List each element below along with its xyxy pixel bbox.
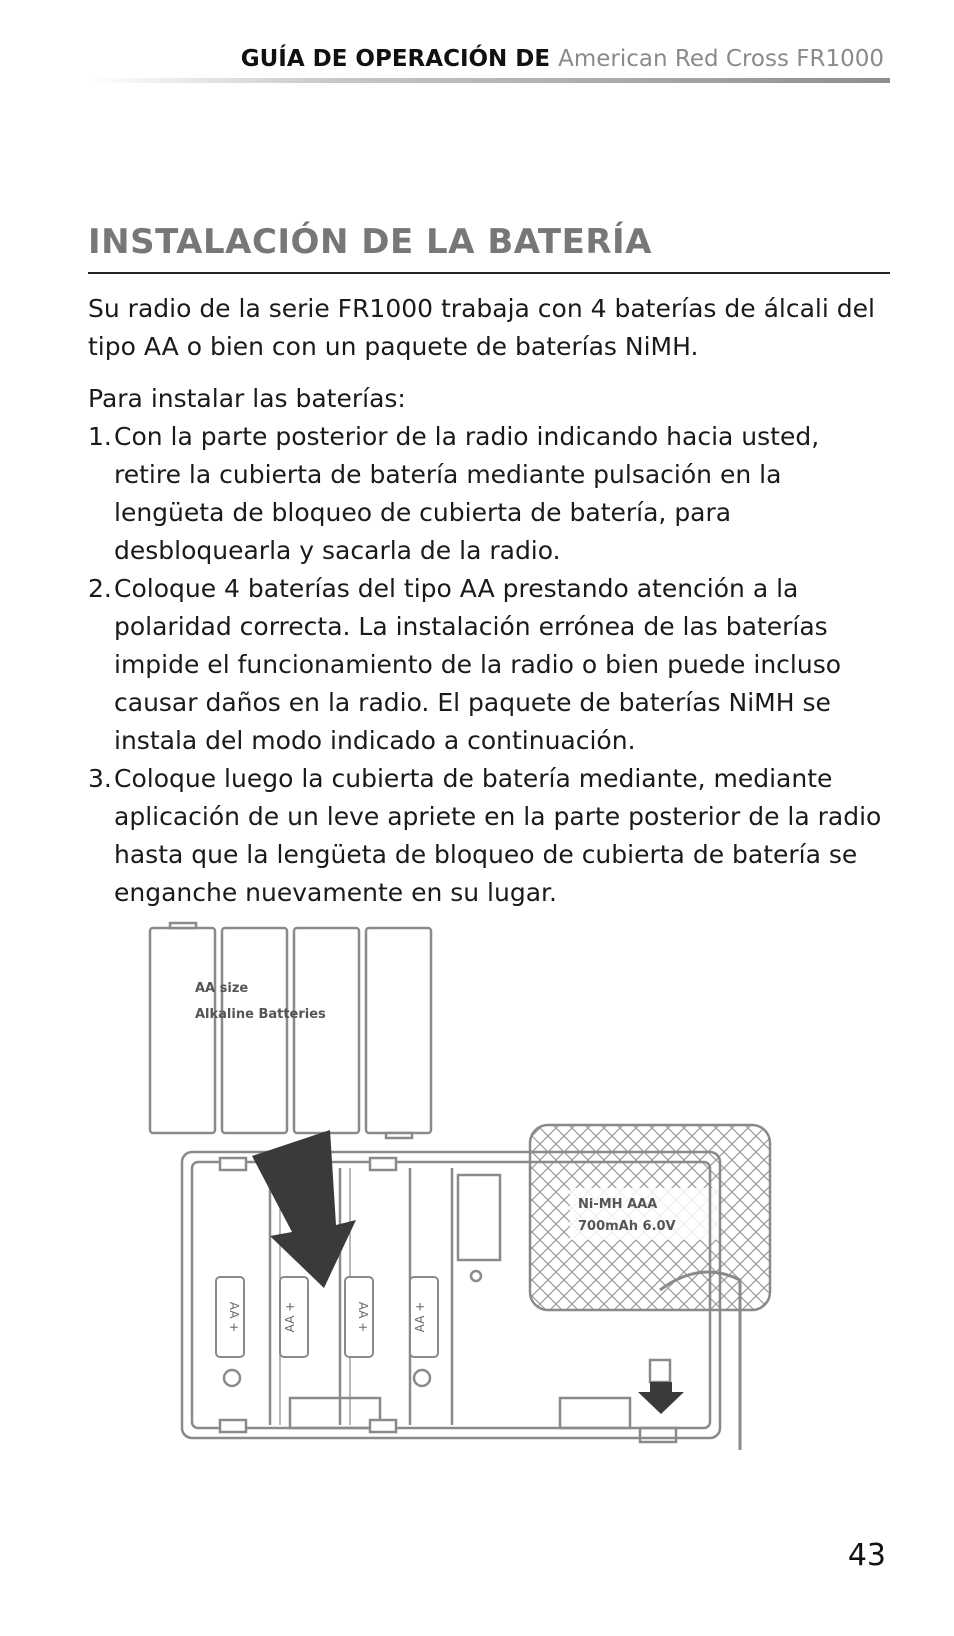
step-item [88, 418, 894, 570]
nimh-type-label: Ni-MH AAA [578, 1197, 658, 1212]
step-number: 2. [88, 574, 112, 603]
page-number: 43 [847, 1538, 886, 1573]
aa-slot-labels [216, 1277, 438, 1357]
aa-batteries-group [150, 923, 431, 1138]
header-rule [90, 78, 890, 83]
step-text: Coloque luego la cubierta de batería mediante, mediante aplicación de un leve apriete en la parte posterior de la radio hasta que la lengüeta de bloqueo de cubierta de batería se enganche nuevamente en su lugar. [114, 764, 882, 907]
connector-arrow-icon [638, 1382, 684, 1414]
header-text [241, 46, 884, 72]
intro-paragraph: Su radio de la serie FR1000 trabaja con 4 baterías de álcali del tipo AA o bien con un paquete de baterías NiMH. [88, 294, 875, 361]
slot-label: AA + [283, 1301, 297, 1333]
title-rule [88, 272, 890, 274]
aa-size-label: AA size [195, 981, 249, 996]
steps-list [88, 418, 894, 912]
step-text: Coloque 4 baterías del tipo AA prestando atención a la polaridad correcta. La instalación errónea de las baterías impide el funcionamiento de la radio o bien puede incluso causar daños en la radio. El paquete de baterías NiMH se instala del modo indicado a continuación. [114, 574, 842, 755]
aa-battery [150, 928, 215, 1133]
battery-terminal [386, 1133, 412, 1138]
step-item [88, 570, 894, 760]
running-header [90, 40, 890, 80]
steps-lead-in: Para instalar las baterías: [88, 384, 406, 413]
step-number: 1. [88, 422, 112, 451]
slot-label: AA + [413, 1301, 427, 1333]
aa-battery [294, 928, 359, 1133]
slot-label: AA + [356, 1301, 370, 1333]
aa-battery [222, 928, 287, 1133]
alkaline-batteries-label: Alkaline Batteries [195, 1007, 326, 1022]
section-title: INSTALACIÓN DE LA BATERÍA [88, 222, 652, 262]
aa-battery [366, 928, 431, 1133]
step-number: 3. [88, 764, 112, 793]
battery-installation-diagram [140, 920, 820, 1510]
header-guide-title: GUÍA DE OPERACIÓN DE [240, 46, 551, 72]
step-item [88, 760, 894, 912]
step-text: Con la parte posterior de la radio indicando hacia usted, retire la cubierta de batería mediante pulsación en la lengüeta de bloqueo de cubierta de batería, para desbloquearla y sacarla de la radio. [114, 422, 820, 565]
battery-terminal [170, 923, 196, 928]
header-product-name: American Red Cross FR1000 [558, 46, 884, 72]
nimh-capacity-label: 700mAh 6.0V [578, 1219, 676, 1234]
slot-label: AA + [227, 1301, 241, 1333]
